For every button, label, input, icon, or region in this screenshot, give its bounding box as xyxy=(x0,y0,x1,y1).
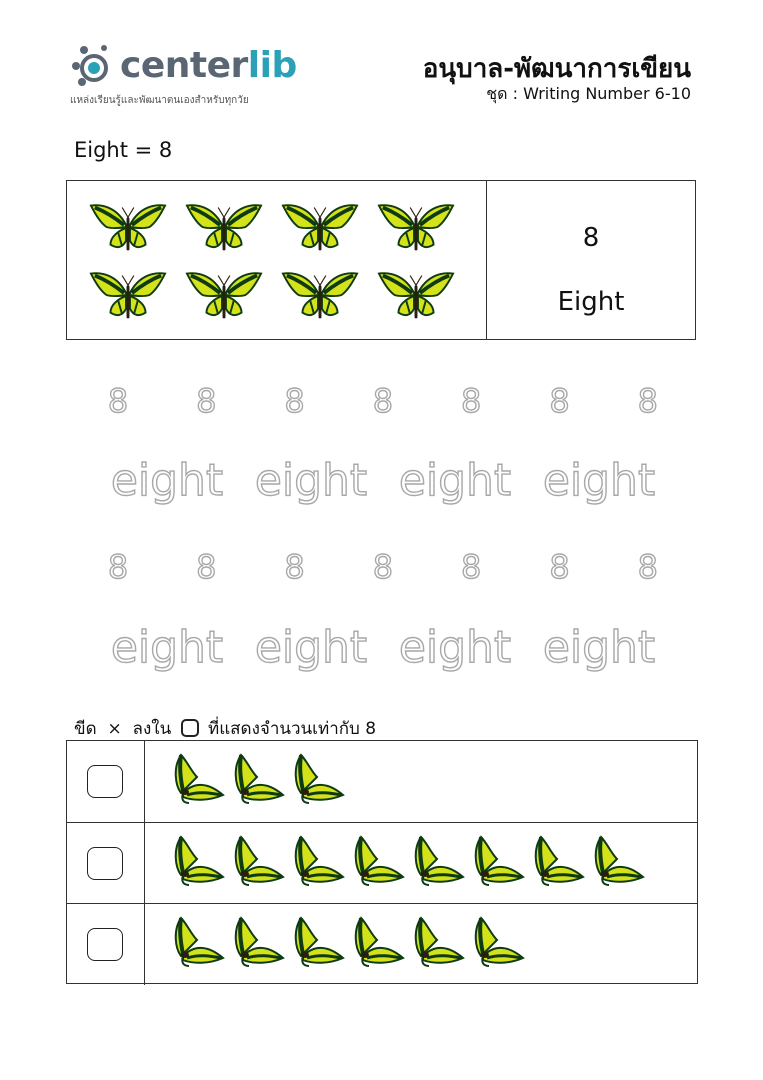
butterfly-icon xyxy=(89,267,167,323)
number-equation: Eight = 8 xyxy=(74,138,173,162)
butterfly-icon xyxy=(229,910,285,970)
butterfly-icon xyxy=(469,829,525,889)
molecule-logo-icon xyxy=(70,42,118,90)
butterfly-icon xyxy=(469,910,525,970)
brand-tagline: แหล่งเรียนรู้และพัฒนาตนเองสำหรับทุกวัย xyxy=(70,95,249,106)
choice-checkbox-cell xyxy=(67,741,145,822)
butterfly-icon xyxy=(185,267,263,323)
butterfly-icon xyxy=(409,829,465,889)
choice-table xyxy=(66,740,698,984)
butterfly-icon xyxy=(289,747,345,807)
trace-word[interactable]: eight xyxy=(254,455,368,506)
butterfly-count-grid xyxy=(89,199,469,329)
trace-word[interactable]: eight xyxy=(398,622,512,673)
trace-word[interactable]: eight xyxy=(110,455,224,506)
butterfly-icon xyxy=(289,910,345,970)
butterfly-icon xyxy=(589,829,645,889)
butterfly-icon xyxy=(377,267,455,323)
trace-word[interactable]: eight xyxy=(542,455,656,506)
trace-digit[interactable]: 8 xyxy=(549,382,570,420)
answer-checkbox[interactable] xyxy=(87,765,123,798)
trace-digit[interactable]: 8 xyxy=(284,382,305,420)
choice-row xyxy=(67,822,697,904)
trace-digit[interactable]: 8 xyxy=(284,548,305,586)
trace-digit[interactable]: 8 xyxy=(461,548,482,586)
number-word: Eight xyxy=(557,287,625,317)
checkbox-icon xyxy=(181,719,199,737)
trace-digit[interactable]: 8 xyxy=(196,382,217,420)
trace-digit[interactable]: 8 xyxy=(637,382,658,420)
worksheet-subtitle: ชุด : Writing Number 6-10 xyxy=(486,84,691,103)
brand-name: centerlib xyxy=(120,45,297,86)
butterfly-icon xyxy=(169,747,225,807)
butterfly-icon xyxy=(185,199,263,255)
trace-digit[interactable]: 8 xyxy=(196,548,217,586)
answer-checkbox[interactable] xyxy=(87,928,123,961)
trace-word[interactable]: eight xyxy=(254,622,368,673)
choice-checkbox-cell xyxy=(67,823,145,904)
butterfly-icon xyxy=(529,829,585,889)
butterfly-icon xyxy=(169,910,225,970)
choice-row xyxy=(67,903,697,985)
number-digit: 8 xyxy=(582,223,600,253)
worksheet-title: อนุบาล-พัฒนาการเขียน xyxy=(422,54,691,84)
trace-digit[interactable]: 8 xyxy=(372,548,394,586)
butterfly-icon xyxy=(89,199,167,255)
butterfly-icon xyxy=(169,829,225,889)
choice-row xyxy=(67,741,697,822)
butterfly-icon xyxy=(229,829,285,889)
trace-word[interactable]: eight xyxy=(542,622,656,673)
trace-word[interactable]: eight xyxy=(110,622,224,673)
butterfly-icon xyxy=(377,199,455,255)
butterfly-icon xyxy=(281,199,359,255)
trace-digit[interactable]: 8 xyxy=(107,382,129,420)
trace-digit[interactable]: 8 xyxy=(107,548,129,586)
trace-word[interactable]: eight xyxy=(398,455,512,506)
centerlib-logo xyxy=(70,40,310,110)
butterfly-icon xyxy=(229,747,285,807)
answer-checkbox[interactable] xyxy=(87,847,123,880)
butterfly-icon xyxy=(281,267,359,323)
trace-digit[interactable]: 8 xyxy=(637,548,658,586)
butterfly-icon xyxy=(409,910,465,970)
trace-digit[interactable]: 8 xyxy=(372,382,394,420)
butterfly-icon xyxy=(349,910,405,970)
trace-digit[interactable]: 8 xyxy=(461,382,482,420)
butterfly-icon xyxy=(349,829,405,889)
choice-checkbox-cell xyxy=(67,904,145,985)
butterfly-icon xyxy=(289,829,345,889)
number-info-box xyxy=(66,180,696,340)
cross-mark-icon: × xyxy=(107,719,122,739)
trace-digit[interactable]: 8 xyxy=(549,548,570,586)
instruction-text: ขีด × ลงใน ที่แสดงจำนวนเท่ากับ 8 xyxy=(74,719,377,739)
